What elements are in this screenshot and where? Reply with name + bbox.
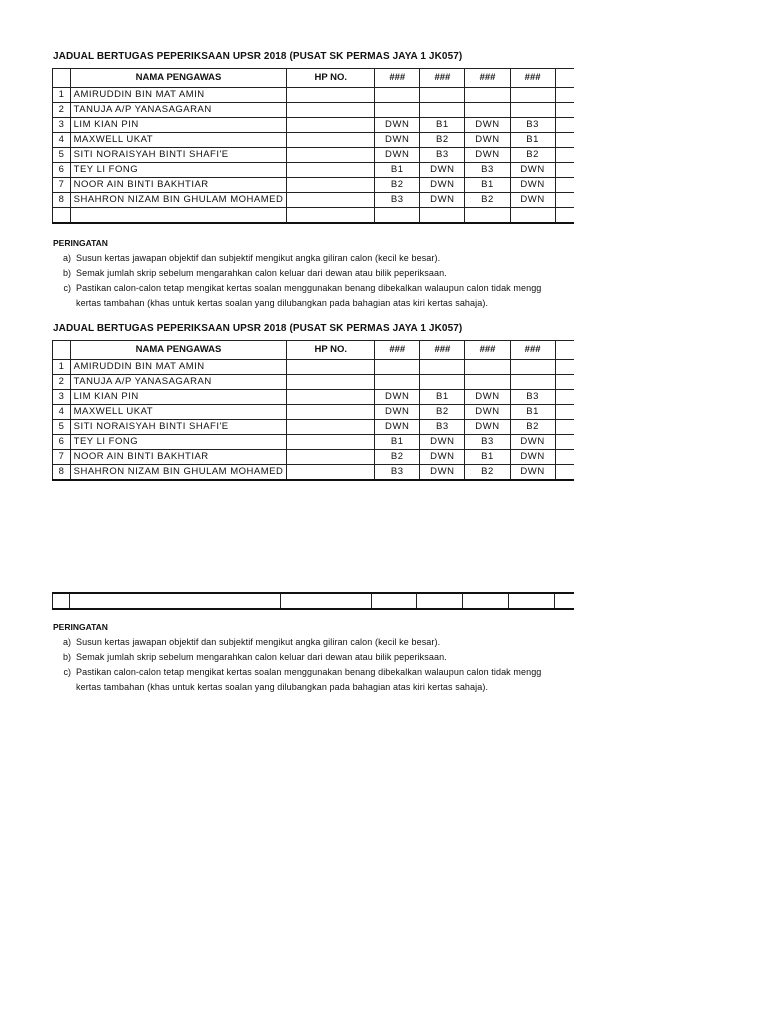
supervisor-name: MAXWELL UKAT <box>70 133 287 148</box>
table-row <box>53 465 575 481</box>
duty-day-2: DWN <box>420 450 465 465</box>
phone-number <box>287 450 375 465</box>
duty-day-3: B2 <box>465 193 510 208</box>
duty-day-4 <box>510 375 555 390</box>
duty-day-1: B1 <box>375 163 420 178</box>
duty-day-2 <box>420 103 465 118</box>
supervisor-name: NOOR AIN BINTI BAKHTIAR <box>70 178 287 193</box>
row-cut <box>555 163 574 178</box>
notes-list <box>53 635 541 695</box>
phone-number <box>287 148 375 163</box>
duty-day-4 <box>510 88 555 103</box>
supervisor-name: TEY LI FONG <box>70 435 287 450</box>
row-number: 3 <box>53 118 71 133</box>
duty-day-4: B1 <box>510 133 555 148</box>
notes-heading: PERINGATAN <box>53 622 108 632</box>
phone-number <box>287 163 375 178</box>
duty-day-1: DWN <box>375 118 420 133</box>
note-label: c) <box>63 667 71 677</box>
duty-day-3: B1 <box>465 450 510 465</box>
table-row <box>53 178 575 193</box>
duty-day-4: DWN <box>510 178 555 193</box>
duty-day-4: B3 <box>510 118 555 133</box>
table-header-row <box>53 341 575 360</box>
phone-number <box>287 360 375 375</box>
duty-day-4: DWN <box>510 465 555 481</box>
note-item <box>53 251 541 266</box>
duty-day-4: B2 <box>510 148 555 163</box>
note-text: Pastikan calon-calon tetap mengikat kertas soalan menggunakan benang dibekalkan walaupun calon tidak mengg <box>76 667 542 677</box>
row-number: 5 <box>53 420 71 435</box>
duty-day-2 <box>420 360 465 375</box>
duty-day-2 <box>420 88 465 103</box>
duty-day-3 <box>465 375 510 390</box>
duty-day-4: DWN <box>510 435 555 450</box>
note-text: kertas tambahan (khas untuk kertas soalan yang dilubangkan pada bahagian atas kiri kertas sahaja). <box>76 298 489 308</box>
notes-heading: PERINGATAN <box>53 238 108 248</box>
schedule-title-1: JADUAL BERTUGAS PEPERIKSAAN UPSR 2018 (PUSAT SK PERMAS JAYA 1 JK057) <box>53 51 463 62</box>
row-number: 8 <box>53 465 71 481</box>
note-item <box>53 680 541 695</box>
duty-day-4: DWN <box>510 193 555 208</box>
phone-number <box>287 88 375 103</box>
schedule-empty-row-table <box>52 592 574 610</box>
row-number: 1 <box>53 360 71 375</box>
table-row <box>53 163 575 178</box>
supervisor-name: LIM KIAN PIN <box>70 118 287 133</box>
row-number: 7 <box>53 178 71 193</box>
duty-day-1: DWN <box>375 148 420 163</box>
row-cut <box>555 103 574 118</box>
table-row <box>53 420 575 435</box>
row-cut <box>555 465 574 481</box>
duty-day-2: B3 <box>420 148 465 163</box>
supervisor-name: AMIRUDDIN BIN MAT AMIN <box>70 88 287 103</box>
row-number: 2 <box>53 103 71 118</box>
duty-day-1: DWN <box>375 405 420 420</box>
supervisor-name: NOOR AIN BINTI BAKHTIAR <box>70 450 287 465</box>
row-cut <box>555 133 574 148</box>
row-cut <box>555 88 574 103</box>
row-cut <box>555 360 574 375</box>
duty-day-1: DWN <box>375 420 420 435</box>
note-label <box>53 680 76 695</box>
duty-day-2: B3 <box>420 420 465 435</box>
supervisor-name: SHAHRON NIZAM BIN GHULAM MOHAMED <box>70 465 287 481</box>
table-row <box>53 133 575 148</box>
duty-day-2: B1 <box>420 118 465 133</box>
row-number: 8 <box>53 193 71 208</box>
duty-day-2: B2 <box>420 133 465 148</box>
duty-day-1 <box>375 360 420 375</box>
supervisor-name: LIM KIAN PIN <box>70 390 287 405</box>
row-number: 5 <box>53 148 71 163</box>
table-body <box>53 88 575 208</box>
duty-day-1: B2 <box>375 450 420 465</box>
note-label: b) <box>62 268 71 278</box>
row-number: 6 <box>53 435 71 450</box>
phone-number <box>287 405 375 420</box>
duty-day-3: B2 <box>465 465 510 481</box>
phone-number <box>287 390 375 405</box>
header-cut <box>555 69 574 88</box>
row-number: 4 <box>53 405 71 420</box>
duty-day-2: DWN <box>420 178 465 193</box>
note-label: c) <box>63 283 71 293</box>
duty-day-3: B1 <box>465 178 510 193</box>
table-body <box>53 360 575 481</box>
row-number: 6 <box>53 163 71 178</box>
row-number: 3 <box>53 390 71 405</box>
table-row <box>53 88 575 103</box>
table-row <box>53 118 575 133</box>
phone-number <box>287 375 375 390</box>
supervisor-name: SITI NORAISYAH BINTI SHAFI'E <box>70 148 287 163</box>
header-day-1: ### <box>375 69 420 88</box>
table-row <box>53 435 575 450</box>
phone-number <box>287 420 375 435</box>
phone-number <box>287 193 375 208</box>
header-day-4: ### <box>510 69 555 88</box>
note-item <box>53 266 541 281</box>
row-number: 1 <box>53 88 71 103</box>
duty-day-3 <box>465 103 510 118</box>
header-no <box>53 69 71 88</box>
note-label: b) <box>62 652 71 662</box>
duty-day-3: B3 <box>465 163 510 178</box>
header-day-4: ### <box>510 341 555 360</box>
row-cut <box>555 118 574 133</box>
phone-number <box>287 178 375 193</box>
duty-day-2: B2 <box>420 405 465 420</box>
note-item <box>53 635 541 650</box>
duty-day-1: B3 <box>375 465 420 481</box>
table-header-row <box>53 69 575 88</box>
supervisor-name: TANUJA A/P YANASAGARAN <box>70 375 287 390</box>
note-text: Pastikan calon-calon tetap mengikat kertas soalan menggunakan benang dibekalkan walaupun calon tidak mengg <box>76 283 542 293</box>
row-cut <box>555 435 574 450</box>
header-day-2: ### <box>420 341 465 360</box>
note-text: Susun kertas jawapan objektif dan subjektif mengikut angka giliran calon (kecil ke besar). <box>76 253 441 263</box>
duty-day-3 <box>465 360 510 375</box>
duty-day-1: DWN <box>375 133 420 148</box>
note-item <box>53 281 541 296</box>
duty-day-1: B1 <box>375 435 420 450</box>
phone-number <box>287 118 375 133</box>
duty-day-4 <box>510 360 555 375</box>
notes-list <box>53 251 541 311</box>
note-text: kertas tambahan (khas untuk kertas soalan yang dilubangkan pada bahagian atas kiri kertas sahaja). <box>76 682 489 692</box>
duty-day-3: DWN <box>465 133 510 148</box>
phone-number <box>287 435 375 450</box>
table-row <box>53 360 575 375</box>
duty-day-1: DWN <box>375 390 420 405</box>
note-text: Semak jumlah skrip sebelum mengarahkan calon keluar dari dewan atau bilik peperiksaan. <box>76 268 447 278</box>
notes-1 <box>53 238 541 311</box>
table-empty-row <box>53 208 575 224</box>
supervisor-name: TEY LI FONG <box>70 163 287 178</box>
header-cut <box>555 341 574 360</box>
row-cut <box>555 390 574 405</box>
row-number: 2 <box>53 375 71 390</box>
duty-day-4: B3 <box>510 390 555 405</box>
duty-day-1: B2 <box>375 178 420 193</box>
row-number: 4 <box>53 133 71 148</box>
header-day-1: ### <box>375 341 420 360</box>
schedule-table-2 <box>52 340 574 481</box>
header-no <box>53 341 71 360</box>
header-name: NAMA PENGAWAS <box>70 341 287 360</box>
supervisor-name: AMIRUDDIN BIN MAT AMIN <box>70 360 287 375</box>
duty-day-3 <box>465 88 510 103</box>
table-row <box>53 390 575 405</box>
note-item <box>53 650 541 665</box>
row-cut <box>555 193 574 208</box>
row-cut <box>555 450 574 465</box>
duty-day-3: DWN <box>465 405 510 420</box>
duty-day-3: DWN <box>465 148 510 163</box>
duty-day-3: B3 <box>465 435 510 450</box>
header-hp: HP NO. <box>287 341 375 360</box>
duty-day-2: B1 <box>420 390 465 405</box>
table-row <box>53 375 575 390</box>
table-empty-row <box>53 593 575 609</box>
duty-day-2: DWN <box>420 163 465 178</box>
note-label: a) <box>62 637 71 647</box>
duty-day-2 <box>420 375 465 390</box>
row-cut <box>555 375 574 390</box>
row-cut <box>555 420 574 435</box>
note-item <box>53 665 541 680</box>
header-day-3: ### <box>465 69 510 88</box>
row-number: 7 <box>53 450 71 465</box>
duty-day-3: DWN <box>465 118 510 133</box>
table-row <box>53 450 575 465</box>
table-row <box>53 193 575 208</box>
header-hp: HP NO. <box>287 69 375 88</box>
supervisor-name: SHAHRON NIZAM BIN GHULAM MOHAMED <box>70 193 287 208</box>
duty-day-4: DWN <box>510 450 555 465</box>
table-row <box>53 103 575 118</box>
row-cut <box>555 148 574 163</box>
duty-day-2: DWN <box>420 193 465 208</box>
duty-day-1 <box>375 375 420 390</box>
row-cut <box>555 405 574 420</box>
supervisor-name: MAXWELL UKAT <box>70 405 287 420</box>
schedule-title-2: JADUAL BERTUGAS PEPERIKSAAN UPSR 2018 (PUSAT SK PERMAS JAYA 1 JK057) <box>53 323 463 334</box>
header-name: NAMA PENGAWAS <box>70 69 287 88</box>
phone-number <box>287 103 375 118</box>
phone-number <box>287 133 375 148</box>
duty-day-4: B2 <box>510 420 555 435</box>
note-text: Susun kertas jawapan objektif dan subjektif mengikut angka giliran calon (kecil ke besar). <box>76 637 441 647</box>
duty-day-1 <box>375 103 420 118</box>
duty-day-2: DWN <box>420 435 465 450</box>
duty-day-4 <box>510 103 555 118</box>
supervisor-name: TANUJA A/P YANASAGARAN <box>70 103 287 118</box>
row-cut <box>555 178 574 193</box>
note-label <box>53 296 76 311</box>
notes-2 <box>53 622 541 695</box>
duty-day-4: B1 <box>510 405 555 420</box>
duty-day-1: B3 <box>375 193 420 208</box>
duty-day-2: DWN <box>420 465 465 481</box>
table-row <box>53 405 575 420</box>
note-text: Semak jumlah skrip sebelum mengarahkan calon keluar dari dewan atau bilik peperiksaan. <box>76 652 447 662</box>
duty-day-3: DWN <box>465 420 510 435</box>
header-day-2: ### <box>420 69 465 88</box>
schedule-table-1 <box>52 68 574 224</box>
table-row <box>53 148 575 163</box>
header-day-3: ### <box>465 341 510 360</box>
note-item <box>53 296 541 311</box>
phone-number <box>287 465 375 481</box>
duty-day-1 <box>375 88 420 103</box>
duty-day-3: DWN <box>465 390 510 405</box>
duty-day-4: DWN <box>510 163 555 178</box>
note-label: a) <box>62 253 71 263</box>
supervisor-name: SITI NORAISYAH BINTI SHAFI'E <box>70 420 287 435</box>
